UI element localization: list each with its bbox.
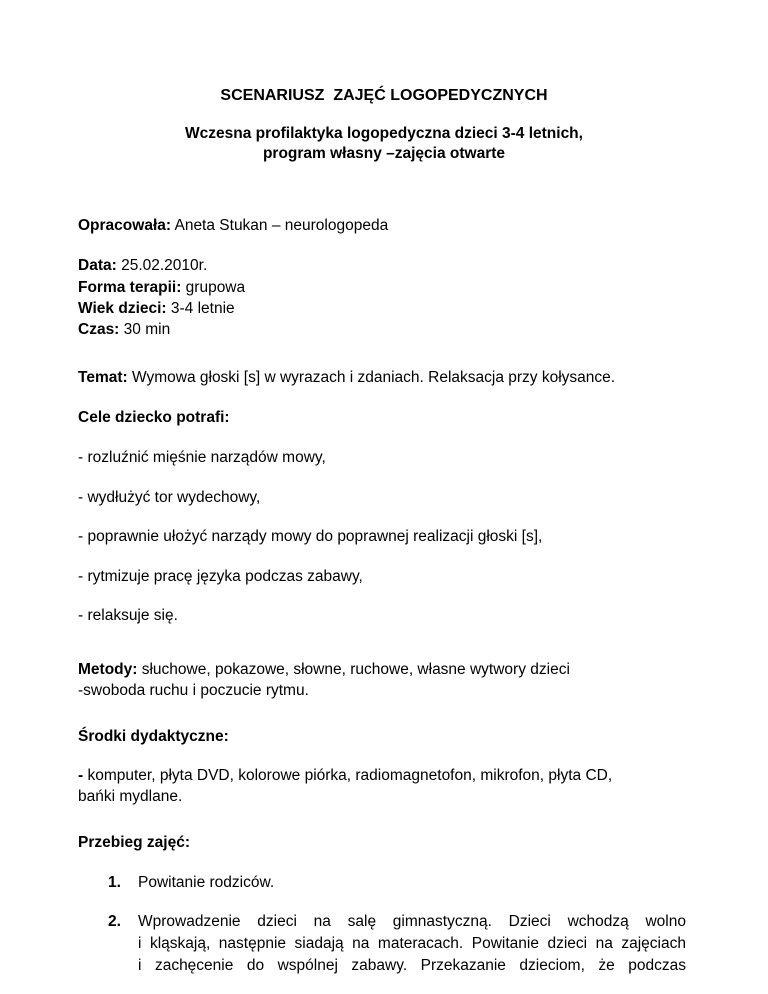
date-label: Data: bbox=[78, 257, 117, 274]
goal-item: - rytmizuje pracę języka podczas zabawy, bbox=[78, 568, 363, 585]
therapy-form-label: Forma terapii: bbox=[78, 279, 182, 296]
step-number: 2. bbox=[108, 913, 121, 930]
topic-value: Wymowa głoski [s] w wyrazach i zdaniach. Relaksacja przy kołysance. bbox=[127, 369, 616, 386]
methods-value: słuchowe, pokazowe, słowne, ruchowe, własne wytwory dzieci bbox=[137, 661, 570, 678]
author-value: Aneta Stukan – neurologopeda bbox=[171, 217, 389, 234]
age-value: 3-4 letnie bbox=[166, 300, 235, 317]
course-heading bbox=[78, 833, 690, 853]
time-line bbox=[78, 320, 690, 340]
methods-label: Metody: bbox=[78, 661, 138, 678]
step-line: Powitanie rodziców. bbox=[138, 874, 275, 891]
course-heading-text: Przebieg zajęć: bbox=[78, 834, 190, 851]
subtitle-line: Wczesna profilaktyka logopedyczna dzieci 3-4 letnich, bbox=[185, 125, 583, 142]
materials-paragraph bbox=[78, 766, 690, 808]
date-value: 25.02.2010r. bbox=[116, 257, 208, 274]
methods-paragraph bbox=[78, 660, 690, 702]
step-line: i zachęcenie do wspólnej zabawy. Przekazanie dzieciom, że podczas bbox=[138, 957, 686, 974]
goal-item: - poprawnie ułożyć narządy mowy do poprawnej realizacji głoski [s], bbox=[78, 528, 543, 545]
document-title: SCENARIUSZ ZAJĘĆ LOGOPEDYCZNYCH bbox=[220, 87, 548, 104]
author-label: Opracowała: bbox=[78, 217, 172, 234]
date-line bbox=[78, 256, 690, 276]
step-line: Wprowadzenie dzieci na salę gimnastyczną. Dzieci wchodzą wolno bbox=[138, 913, 686, 930]
materials-heading-text: Środki dydaktyczne: bbox=[78, 728, 229, 745]
step-body bbox=[138, 873, 686, 895]
age-line bbox=[78, 299, 690, 319]
materials-dash: - bbox=[78, 767, 84, 784]
document-subtitle bbox=[78, 124, 690, 164]
goals-heading bbox=[78, 408, 690, 428]
materials-line1: komputer, płyta DVD, kolorowe piórka, radiomagnetofon, mikrofon, płyta CD, bbox=[83, 767, 613, 784]
step-line: i kląskają, następnie siadają na materacach. Powitanie dzieci na zajęciach bbox=[138, 935, 686, 952]
author-line bbox=[78, 216, 690, 236]
time-value: 30 min bbox=[119, 321, 171, 338]
therapy-form-line bbox=[78, 278, 690, 298]
materials-line2: bańki mydlane. bbox=[78, 788, 183, 805]
topic-label: Temat: bbox=[78, 369, 128, 386]
goal-item: - wydłużyć tor wydechowy, bbox=[78, 489, 261, 506]
time-label: Czas: bbox=[78, 321, 120, 338]
therapy-form-value: grupowa bbox=[181, 279, 246, 296]
methods-line bbox=[78, 660, 690, 681]
materials-line bbox=[78, 766, 690, 787]
goals-heading-text: Cele dziecko potrafi: bbox=[78, 409, 230, 426]
age-label: Wiek dzieci: bbox=[78, 300, 167, 317]
materials-heading bbox=[78, 727, 690, 747]
goal-item: - rozluźnić mięśnie narządów mowy, bbox=[78, 449, 326, 466]
methods-second-line: -swoboda ruchu i poczucie rytmu. bbox=[78, 682, 309, 699]
step-body bbox=[138, 912, 686, 978]
topic-line bbox=[78, 368, 690, 388]
goal-item: - relaksuje się. bbox=[78, 607, 178, 624]
step-number: 1. bbox=[108, 874, 121, 891]
subtitle-line: program własny –zajęcia otwarte bbox=[262, 145, 506, 162]
